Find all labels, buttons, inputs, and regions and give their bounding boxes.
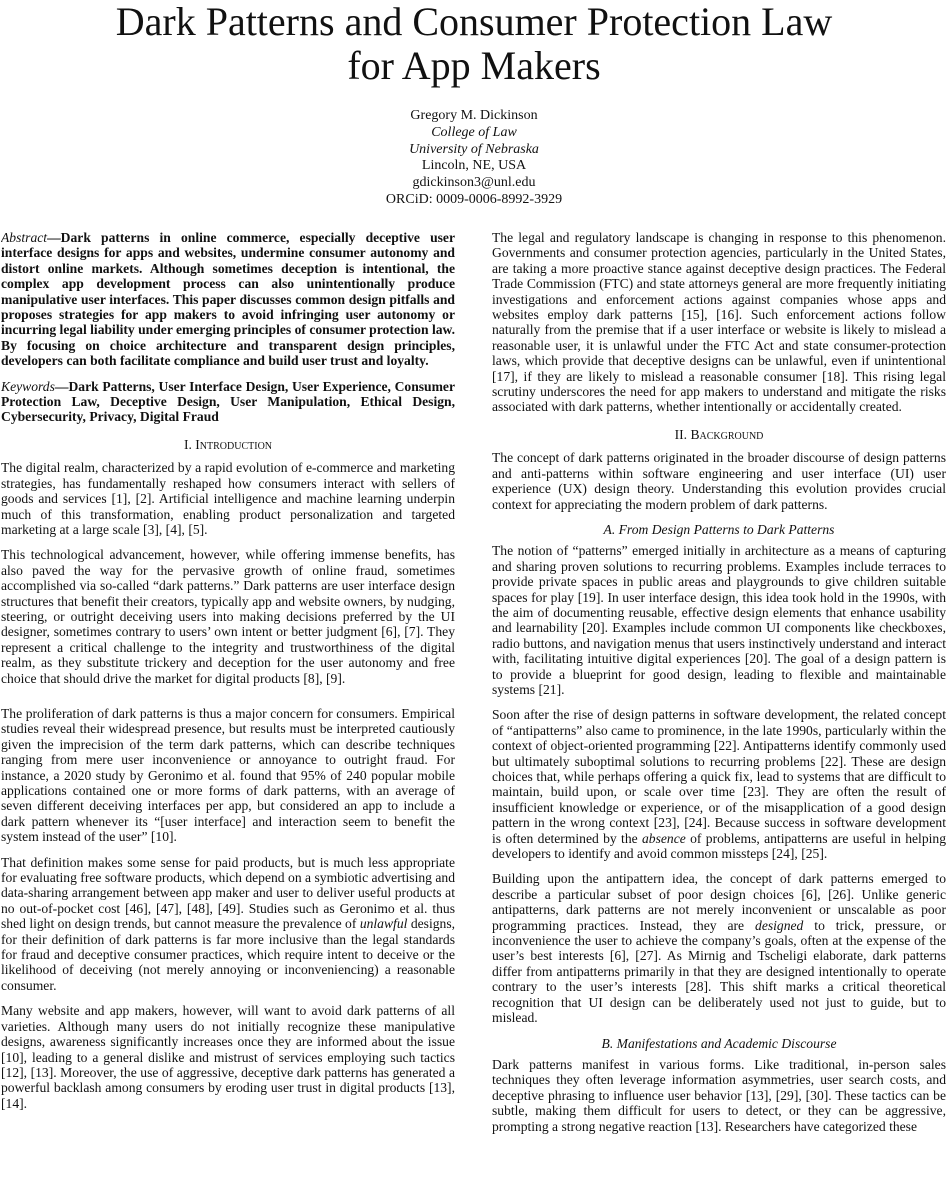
title-line-2: for App Makers xyxy=(347,43,601,88)
subsection-heading-b: B. Manifestations and Academic Discourse xyxy=(601,1035,837,1051)
paragraph xyxy=(492,707,946,861)
paragraph-text: designs, for their definition of dark patterns is far more inclusive than the legal standards for fraud and deceptive consumer practices, which require intent to deceive or the likelihood of deceiving (not merely annoying or inconveniencing) a reasonable consumer. xyxy=(1,916,455,993)
author-dept: College of Law xyxy=(431,124,517,140)
author-orcid: ORCiD: 0009-0006-8992-3929 xyxy=(385,191,563,207)
paragraph-text: Soon after the rise of design patterns in software development, the related concept of “antipatterns” also came to prominence, in the late 1990s, particularly within the context of object-oriented programming [22]. Antipatterns identify commonly used but ultimately suboptimal solutions to recurring problems [22]. These are design choices that, while perhaps offering a quick fix, lead to systems that are difficult to maintain, build upon, or scale over time [23]. They are often the result of insufficient knowledge or experience, or of the misapplication of a good design pattern in the wrong context [23], [24]. Because success in software development is often determined by the xyxy=(492,707,946,846)
author-location: Lincoln, NE, USA xyxy=(421,158,527,174)
abstract-text: —Dark patterns in online commerce, especially deceptive user interface designs for apps and websites, undermine consumer autonomy and distort online markets. Although sometimes deception is intentional, the complex app development process can also unintentionally produce manipulative user interfaces. This paper discusses common design pitfalls and proposes strategies for app makers to avoid infringing user autonomy or incurring legal liability under emerging principles of consumer protection law. By focusing on choice architecture and transparent design principles, developers can both facilitate compliance and build user trust and loyalty. xyxy=(1,230,455,369)
paragraph-text: of problems, antipatterns are useful in helping developers to identify and avoid common missteps [24], [25]. xyxy=(492,830,946,862)
emphasis: designed xyxy=(755,917,804,933)
paragraph: The notion of “patterns” emerged initially in architecture as a means of capturing and sharing proven solutions to recurring problems. Examples include terraces to provide private spaces in public areas and playgrounds to give children suitable spaces for play [19]. In user interface design, this idea took hold in the 1990s, with the aim of documenting reusable, effective design elements that enhance usability and learnability [20]. Examples include common UI components like checkboxes, radio buttons, and navigation menus that users instinctively understand and interact with, facilitating intuitive digital experiences [20]. The goal of a design pattern is to provide a blueprint for good design, leading to flexible and maintainable systems [21]. xyxy=(492,543,946,697)
emphasis: absence xyxy=(642,830,686,846)
paragraph xyxy=(492,871,946,1025)
section-title: Introduction xyxy=(195,436,273,452)
author-block xyxy=(0,108,948,209)
paragraph: The concept of dark patterns originated in the broader discourse of design patterns and anti-patterns within software engineering and user interface (UI) user experience (UX) design theory. Understanding this evolution provides crucial context for appreciating the modern problem of dark patterns. xyxy=(492,450,946,512)
keywords xyxy=(1,379,455,425)
section-title: Background xyxy=(690,426,764,442)
subsection-heading-a: A. From Design Patterns to Dark Patterns xyxy=(603,521,835,537)
author-email[interactable]: gdickinson3@unl.edu xyxy=(412,175,536,191)
paper-title xyxy=(0,0,948,88)
paragraph-text: That definition makes some sense for paid products, but is much less appropriate for evaluating free software products, which depend on a symbiotic advertising and data-sharing arrangement between app maker and user to deliver useful products at no out-of-pocket cost [46], [47], [48], [49]. Studies such as Geronimo et al. thus shed light on design trends, but cannot measure the prevalence of xyxy=(1,854,455,932)
author-university: University of Nebraska xyxy=(409,141,539,157)
section-heading-introduction xyxy=(1,437,455,452)
paragraph-text: to trick, pressure, or inconvenience the user to achieve the company’s goals, often at the expense of the user’s best interests [6], [27]. As Mirnig and Tscheligi elaborate, dark patterns differ from antipatterns primarily in that they are designed intentionally to operate contrary to the user’s interests [28]. This shift marks a critical theoretical recognition that UI design can be deliberately used not just to guide, but to mislead. xyxy=(492,917,946,1026)
right-column xyxy=(492,230,946,1198)
paragraph-text: Building upon the antipattern idea, the concept of dark patterns emerged to describe a particular subset of poor design choices [6], [26]. Unlike generic antipatterns, dark patterns are not merely inconvenient or unscalable as poor programming practices. Instead, they are xyxy=(492,871,946,933)
abstract xyxy=(1,230,455,369)
section-heading-background xyxy=(492,427,946,442)
paragraph xyxy=(1,855,455,994)
paragraph: Dark patterns manifest in various forms. Like traditional, in-person sales techniques they often leverage information asymmetries, user search costs, and deceptive phrasing to influence user behavior [13], [29], [30]. These tactics can be subtle, making them difficult for users to detect, or they can be aggressive, prompting a strong negative reaction [13]. Researchers have categorized these xyxy=(492,1056,946,1134)
title-line-1: Dark Patterns and Consumer Protection Law xyxy=(115,0,833,44)
emphasis: unlawful xyxy=(359,916,408,932)
paragraph: The proliferation of dark patterns is thus a major concern for consumers. Empirical studies reveal their widespread presence, but results must be interpreted cautiously given the imprecision of the term dark patterns, which can describe techniques ranging from mere user inconvenience or annoyance to outright fraud. For instance, a 2020 study by Geronimo et al. found that 95% of 240 popular mobile applications contained one or more forms of dark patterns, with an average of seven different deceiving interfaces per app, but considered an app to include a dark pattern whenever its “[user interface] and interaction seem to benefit the system instead of the user” [10]. xyxy=(1,705,455,845)
left-column xyxy=(1,230,455,1198)
paragraph: This technological advancement, however, while offering immense benefits, has also paved the way for the pervasive growth of online fraud, sometimes accomplished via so-called “dark patterns.” Dark patterns are user interface design structures that benefit their creators, typically app and website owners, by nudging, steering, or outright deceiving users into making decisions preferred by the UI designer, sometimes contrary to users’ own intent or better judgment [6], [7]. They represent a critical challenge to the integrity and trustworthiness of the digital realm, as they substitute trickery and deception for the user autonomy and free choice that should drive the market for digital products [8], [9]. xyxy=(1,547,455,686)
paragraph: The legal and regulatory landscape is changing in response to this phenomenon. Governments and consumer protection agencies, particularly in the United States, are taking a more proactive stance against deceptive design practices. The Federal Trade Commission (FTC) and state attorneys general are more frequently initiating investigations and enforcement actions against companies whose apps and websites employ dark patterns [15], [16]. Such enforcement actions follow naturally from the premise that if a user interface or website is likely to mislead a reasonable user, it is unlawful under the FTC Act and state consumer-protection laws, which provide that deceptive designs can be unlawful, even if unintentional [17], if they are likely to mislead a reasonable consumer [18]. This rising legal scrutiny underscores the need for app makers to understand and mitigate the risks associated with dark patterns, whether intentionally or accidentally created. xyxy=(492,230,946,415)
paragraph: The digital realm, characterized by a rapid evolution of e-commerce and marketing strategies, has fundamentally reshaped how consumers interact with sellers of goods and services [1], [2]. Artificial intelligence and machine learning underpin much of this transformation, enabling product personalization and targeted marketing at a large scale [3], [4], [5]. xyxy=(1,460,455,537)
keywords-text: —Dark Patterns, User Interface Design, User Experience, Consumer Protection Law, Deceptive Design, User Manipulation, Ethical Design, Cybersecurity, Privacy, Digital Fraud xyxy=(1,378,455,425)
section-number: II. xyxy=(674,426,691,442)
section-number: I. xyxy=(183,436,196,452)
abstract-label: Abstract xyxy=(1,230,48,245)
author-name: Gregory M. Dickinson xyxy=(410,108,538,123)
keywords-label: Keywords xyxy=(1,378,55,394)
paragraph: Many website and app makers, however, will want to avoid dark patterns of all varieties. Although many users do not initially recognize these manipulative designs, awareness significantly increases once they are informed about the issue [10], leading to a general dislike and mistrust of services employing such tactics [12], [13]. Moreover, the use of aggressive, deceptive dark patterns has generated a powerful backlash among consumers by eroding user trust in digital products [13], [14]. xyxy=(1,1003,455,1111)
